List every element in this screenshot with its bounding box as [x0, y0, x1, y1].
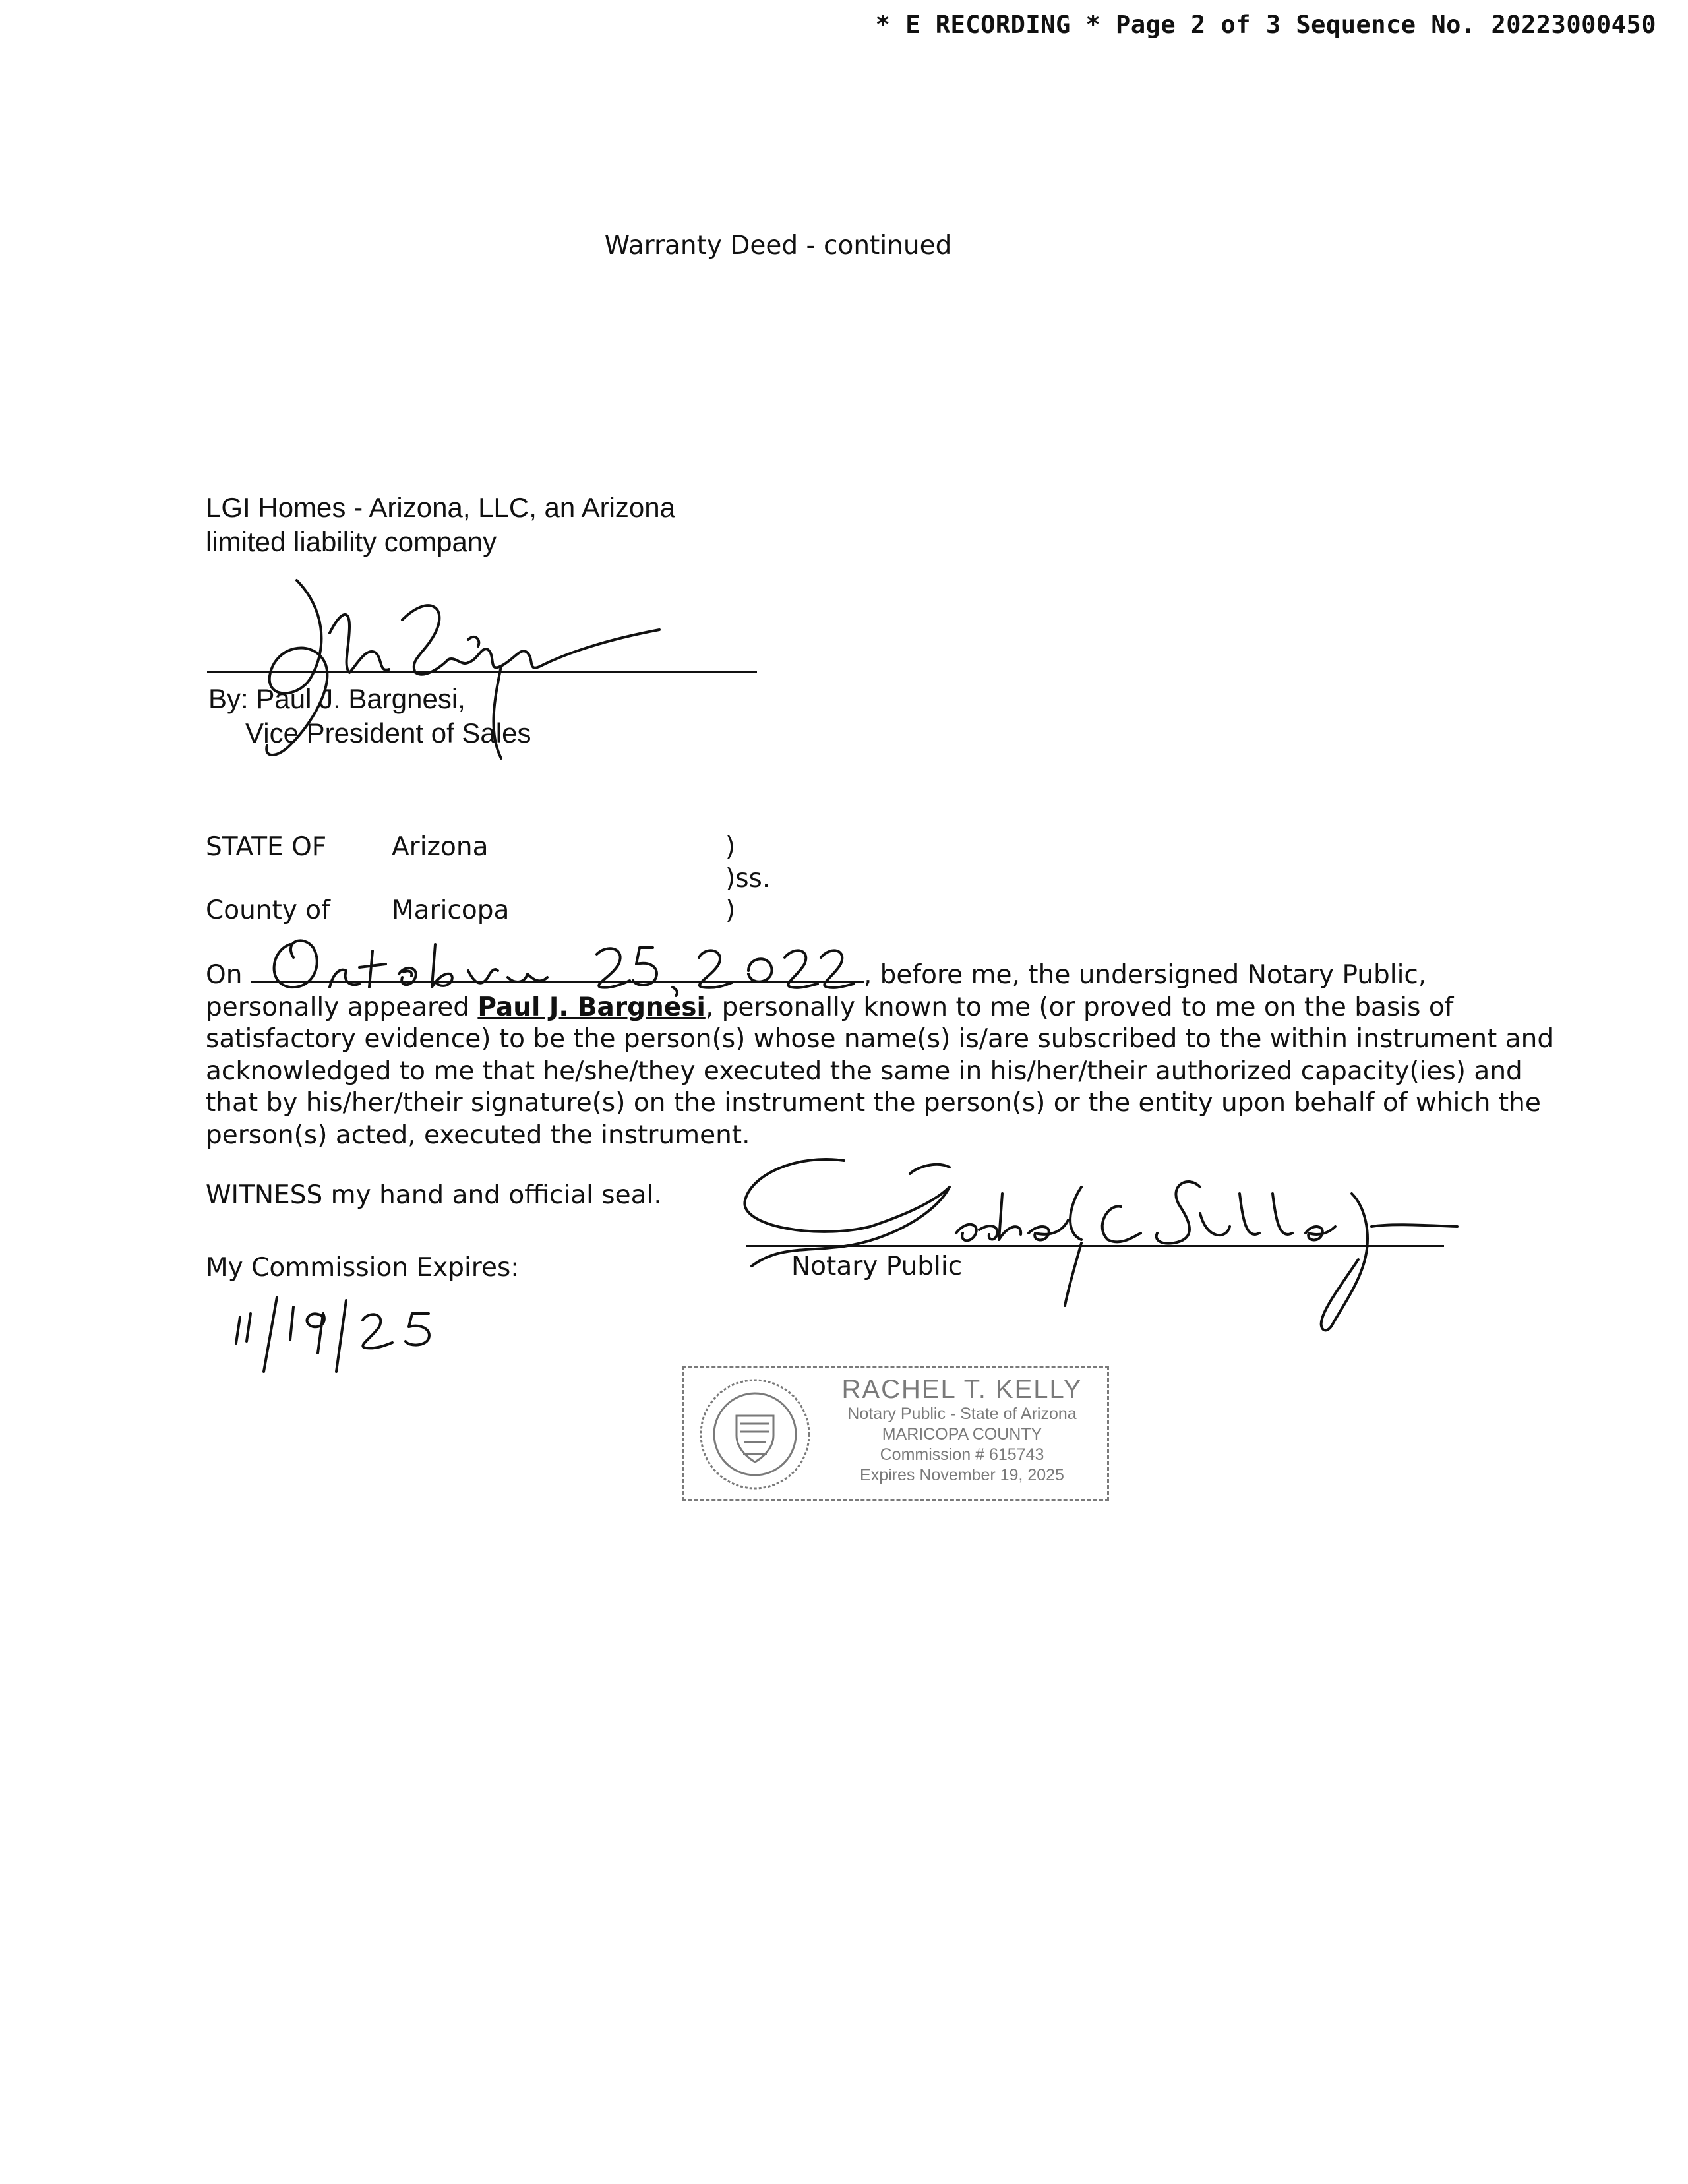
- ack-line-2-post: , personally known to me (or proved to me on the basis of: [705, 992, 1454, 1022]
- arizona-state-seal-icon: [697, 1376, 813, 1492]
- ack-after-date: , before me, the undersigned Notary Public,: [863, 960, 1427, 990]
- venue-paren-1: ): [725, 832, 736, 862]
- notary-signature: [738, 1147, 1464, 1345]
- ack-line-6: person(s) acted, executed the instrument.: [206, 1120, 750, 1150]
- notary-stamp: [682, 1366, 1109, 1501]
- commission-label: My Commission Expires:: [206, 1253, 520, 1283]
- ack-line-3: satisfactory evidence) to be the person(s) whose name(s) is/are subscribed to the within instrument and: [206, 1024, 1554, 1054]
- signer-title: Vice President of Sales: [245, 717, 531, 748]
- on-label: On: [206, 960, 243, 990]
- recording-header: * E RECORDING * Page 2 of 3 Sequence No. 20223000450: [875, 11, 1656, 39]
- stamp-text: [820, 1375, 1104, 1486]
- stamp-line-2: MARICOPA COUNTY: [882, 1425, 1042, 1443]
- appeared-name: Paul J. Bargnesi: [477, 992, 706, 1022]
- document-title: Warranty Deed - continued: [604, 231, 952, 260]
- county-value: Maricopa: [392, 895, 510, 925]
- grantor-line-2: limited liability company: [206, 526, 497, 557]
- venue-ss: )ss.: [725, 864, 771, 894]
- ack-line-2-pre: personally appeared: [206, 992, 478, 1022]
- stamp-line-3: Commission # 615743: [880, 1445, 1044, 1464]
- state-label: STATE OF: [206, 832, 327, 862]
- state-value: Arizona: [392, 832, 489, 862]
- signer-block: [208, 682, 531, 750]
- notary-public-label: Notary Public: [791, 1252, 963, 1281]
- ack-line-5: that by his/her/their signature(s) on the instrument the person(s) or the entity upon behalf of which the: [206, 1088, 1541, 1118]
- stamp-line-1: Notary Public - State of Arizona: [847, 1405, 1077, 1423]
- grantor-name: [206, 491, 675, 559]
- grantor-line-1: LGI Homes - Arizona, LLC, an Arizona: [206, 492, 676, 523]
- commission-handwritten-date: [231, 1294, 448, 1380]
- handwritten-date: [264, 931, 857, 1004]
- witness-line: WITNESS my hand and official seal.: [206, 1180, 662, 1210]
- stamp-line-4: Expires November 19, 2025: [860, 1466, 1064, 1484]
- stamp-notary-name: RACHEL T. KELLY: [841, 1375, 1083, 1404]
- ack-line-4: acknowledged to me that he/she/they executed the same in his/her/their authorized capacity(ies) and: [206, 1056, 1522, 1086]
- signer-name: By: Paul J. Bargnesi,: [208, 683, 466, 714]
- venue-paren-2: ): [725, 895, 736, 925]
- county-label: County of: [206, 895, 330, 925]
